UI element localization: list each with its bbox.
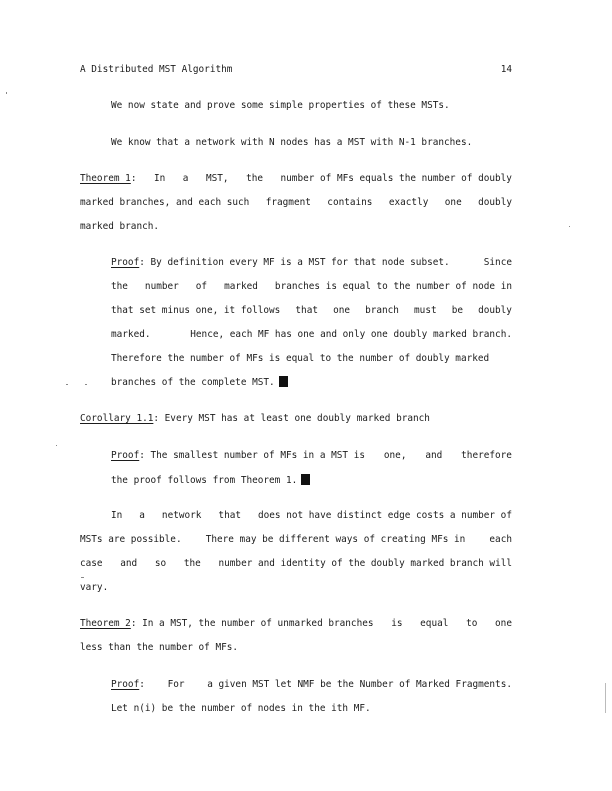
page-number: 14 xyxy=(500,64,512,75)
proof-2-line-2: the proof follows from Theorem 1. xyxy=(111,474,310,486)
paragraph-edge-costs-line-3: case and so the number and identity of the doubly marked branch will xyxy=(80,558,512,569)
proof-1-line-2: the number of marked branches is equal to the number of node in xyxy=(111,281,512,292)
proof-1-line-4: marked. Hence, each MF has one and only one doubly marked branch. xyxy=(111,329,512,340)
proof-2-line-1: Proof: The smallest number of MFs in a MST is one, and therefore xyxy=(111,450,512,461)
proof-1-line-1: Proof: By definition every MF is a MST for that node subset. Since xyxy=(111,257,512,268)
qed-square-icon xyxy=(279,376,288,387)
theorem-2-line-2: less than the number of MFs. xyxy=(80,642,239,653)
scan-speck xyxy=(6,92,7,94)
proof-1-line-3: that set minus one, it follows that one branch must be doubly xyxy=(111,305,512,316)
theorem-1-line-3: marked branch. xyxy=(80,221,160,232)
paragraph-edge-costs-line-1: In a network that does not have distinct edge costs a number of xyxy=(111,510,512,521)
theorem-1-label: Theorem 1 xyxy=(80,173,131,184)
theorem-2-label: Theorem 2 xyxy=(80,618,131,629)
theorem-2-line-1: Theorem 2: In a MST, the number of unmarked branches is equal to one xyxy=(80,618,512,629)
proof-1-line-5: Therefore the number of MFs is equal to the number of doubly marked xyxy=(111,353,490,364)
paragraph-edge-costs-line-4: vary. xyxy=(80,582,109,593)
proof-3-label: Proof xyxy=(111,679,140,690)
scan-edge-mark xyxy=(605,683,606,713)
proof-1-line-6: branches of the complete MST. xyxy=(111,376,288,388)
paragraph-intro: We now state and prove some simple properties of these MSTs. xyxy=(111,100,450,111)
scan-speck xyxy=(569,226,570,227)
theorem-1-line-1: Theorem 1: In a MST, the number of MFs equals the number of doubly xyxy=(80,173,512,184)
corollary-1-1: Corollary 1.1: Every MST has at least one doubly marked branch xyxy=(80,413,430,424)
proof-3-line-1: Proof: For a given MST let NMF be the Number of Marked Fragments. xyxy=(111,679,512,690)
scan-speck xyxy=(85,384,87,385)
paragraph-mst-branches: We know that a network with N nodes has a MST with N-1 branches. xyxy=(111,137,473,148)
qed-square-icon xyxy=(301,474,310,485)
header-title: A Distributed MST Algorithm xyxy=(80,64,233,75)
proof-2-label: Proof xyxy=(111,450,140,461)
scan-speck xyxy=(56,445,57,446)
proof-1-label: Proof xyxy=(111,257,140,268)
scan-speck xyxy=(81,577,84,578)
corollary-label: Corollary 1.1 xyxy=(80,413,154,424)
paragraph-edge-costs-line-2: MSTs are possible. There may be different ways of creating MFs in each xyxy=(80,534,512,545)
theorem-1-line-2: marked branches, and each such fragment contains exactly one doubly xyxy=(80,197,512,208)
scan-speck xyxy=(66,384,68,385)
proof-3-line-2: Let n(i) be the number of nodes in the ith MF. xyxy=(111,703,371,714)
